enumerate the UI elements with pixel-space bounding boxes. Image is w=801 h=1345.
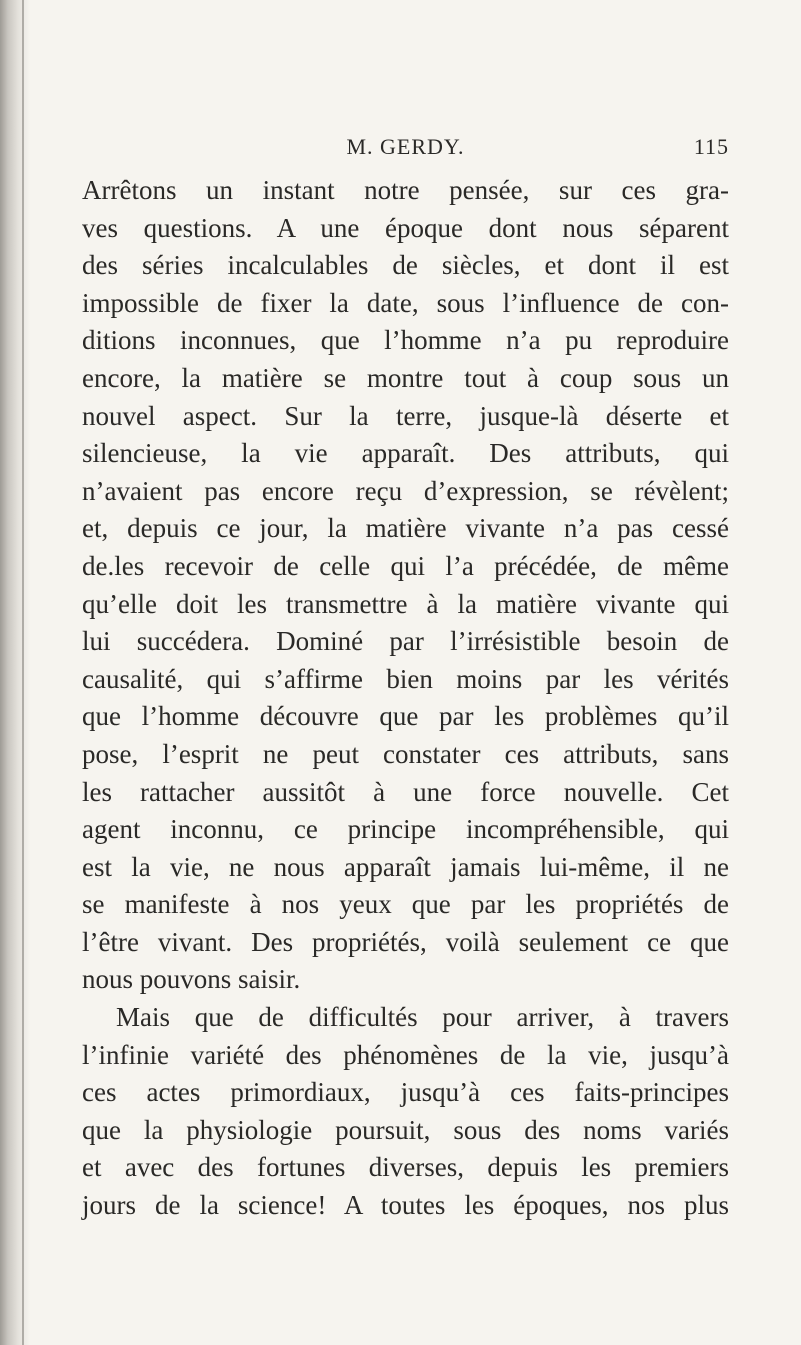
text-line: de.les recevoir de celle qui l’a précédée, de même [82,550,729,581]
text-line: causalité, qui s’affirme bien moins par les vérités [82,663,729,694]
body-text [82,172,729,1225]
text-line: pose, l’esprit ne peut constater ces attributs, sans [82,738,729,769]
text-line: silencieuse, la vie apparaît. Des attributs, qui [82,438,729,469]
text-line: Mais que de difficultés pour arriver, à travers [116,1002,729,1033]
text-line: Arrêtons un instant notre pensée, sur ces gra- [82,175,729,205]
text-line: des séries incalculables de siècles, et dont il est [82,250,729,281]
text-line: agent inconnu, ce principe incompréhensible, qui [82,814,729,845]
page-header [82,134,729,164]
text-line: jours de la science! A toutes les époques, nos plus [82,1190,729,1221]
text-line: impossible de fixer la date, sous l’influence de con- [82,287,729,318]
page-number: 115 [693,134,729,159]
text-line: et avec des fortunes diverses, depuis les premiers [82,1152,729,1183]
text-line: nouvel aspect. Sur la terre, jusque-là déserte et [82,400,729,431]
text-line: se manifeste à nos yeux que par les propriétés de [82,889,729,920]
text-line: ces actes primordiaux, jusqu’à ces faits-principes [82,1077,729,1108]
text-line: lui succédera. Dominé par l’irrésistible besoin de [82,626,729,657]
page-binding-line [22,0,24,1345]
text-line: et, depuis ce jour, la matière vivante n’a pas cessé [82,513,729,544]
text-line: encore, la matière se montre tout à coup sous un [82,362,729,393]
text-line: que la physiologie poursuit, sous des noms variés [82,1114,729,1145]
text-line: n’avaient pas encore reçu d’expression, se révèlent; [82,475,729,506]
text-line: ves questions. A une époque dont nous séparent [82,212,729,243]
text-line: que l’homme découvre que par les problèmes qu’il [82,701,729,732]
running-head: M. GERDY. [346,134,465,159]
text-line: les rattacher aussitôt à une force nouvelle. Cet [82,776,729,807]
text-line: ditions inconnues, que l’homme n’a pu reproduire [82,325,729,356]
text-line: l’être vivant. Des propriétés, voilà seulement ce que [82,926,729,957]
text-line: est la vie, ne nous apparaît jamais lui-même, il ne [82,851,729,882]
text-line: l’infinie variété des phénomènes de la vie, jusqu’à [82,1039,729,1070]
page-binding-edge [0,0,30,1345]
text-line: qu’elle doit les transmettre à la matière vivante qui [82,588,729,619]
text-line: nous pouvons saisir. [82,964,301,995]
